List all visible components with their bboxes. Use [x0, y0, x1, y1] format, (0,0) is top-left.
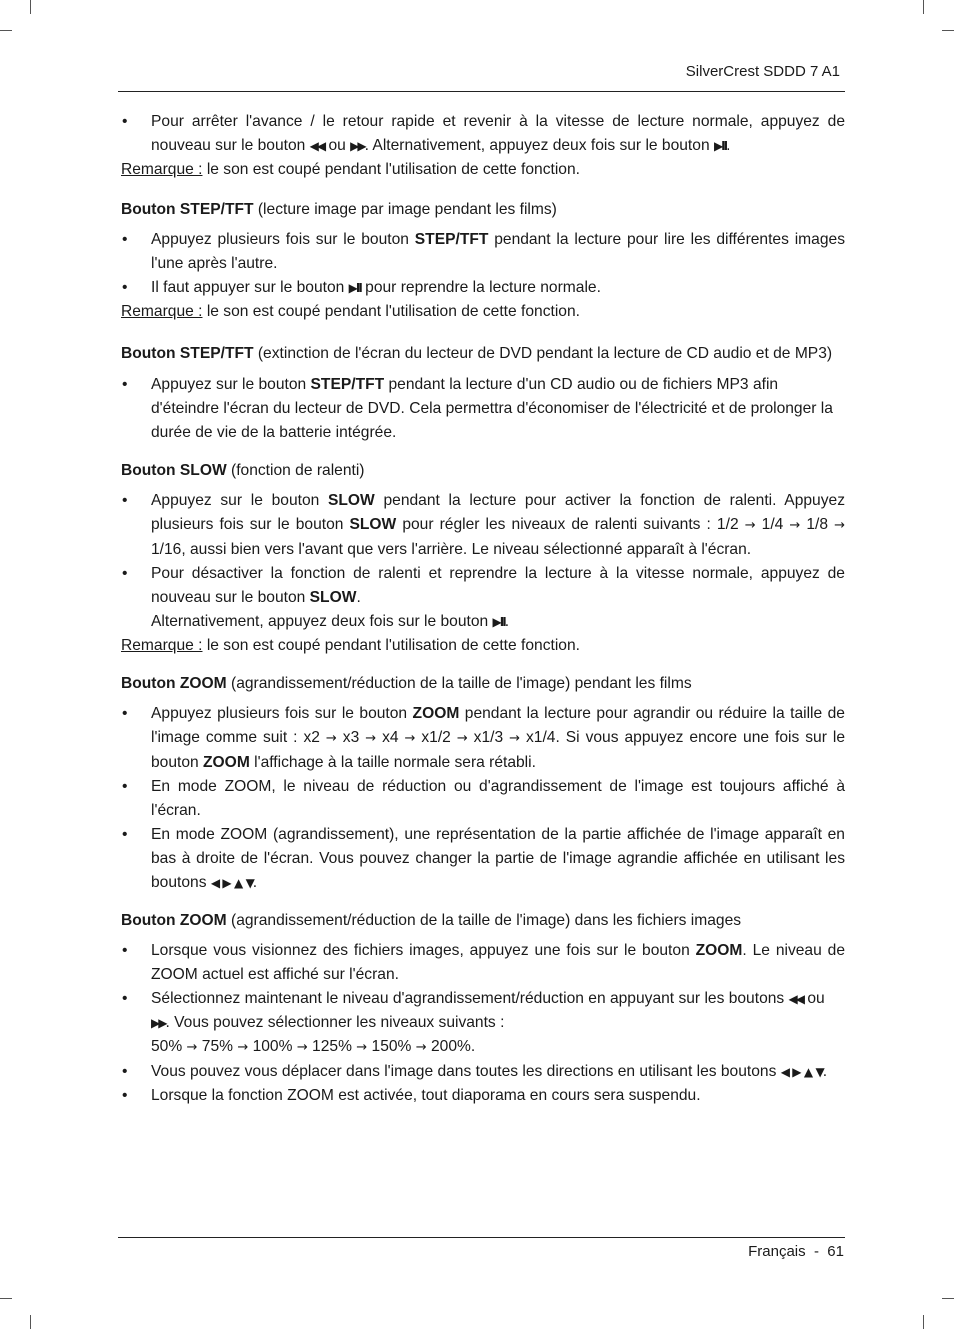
arrow-right-icon: → — [789, 518, 801, 533]
up-arrow-icon: ▲ — [233, 876, 242, 890]
zoom-films-list — [121, 702, 845, 895]
crop-mark — [942, 1298, 954, 1299]
arrow-right-icon: → — [456, 731, 468, 746]
play-pause-icon: ▶II — [492, 615, 505, 629]
down-arrow-icon: ▼ — [815, 1065, 823, 1079]
arrow-right-icon: → — [186, 1040, 198, 1055]
section-title-slow: Bouton SLOW (fonction de ralenti) — [121, 462, 365, 479]
list-item: • Lorsque vous visionnez des fichiers images, appuyez une fois sur le bouton ZOOM. Le niveau de ZOOM actuel est affiché sur l'écran. — [121, 939, 845, 987]
rewind-icon: ◀◀ — [309, 139, 325, 153]
crop-mark — [923, 1315, 924, 1329]
right-arrow-icon: ▶ — [792, 1065, 800, 1079]
section-title-step-tft: Bouton STEP/TFT (extinction de l'écran du lecteur de DVD pendant la lecture de CD audio et de MP3) — [121, 345, 833, 362]
right-arrow-icon: ▶ — [222, 876, 230, 890]
slow-list — [121, 489, 845, 634]
intro-list — [121, 110, 845, 158]
page-content — [121, 110, 845, 1108]
left-arrow-icon: ◀ — [210, 876, 219, 890]
section-title-zoom-films: Bouton ZOOM (agrandissement/réduction de la taille de l'image) pendant les films — [121, 675, 692, 692]
left-arrow-icon: ◀ — [780, 1065, 788, 1079]
list-item: • Appuyez plusieurs fois sur le bouton ZOOM pendant la lecture pour agrandir ou réduire la taille de l'image comme suit : x2 → x3 → x4 → x1/2 → x1/3 → x1/4. Si vous appuyez encore une fois sur le bouton ZOOM l'affichage à la taille normale sera rétabli. — [121, 702, 845, 775]
footer-rule — [118, 1237, 845, 1238]
section-title-zoom-images: Bouton ZOOM (agrandissement/réduction de la taille de l'image) dans les fichiers images — [121, 912, 742, 929]
note: Remarque : le son est coupé pendant l'utilisation de cette fonction. — [121, 303, 580, 320]
step-tft-list — [121, 373, 845, 445]
list-item: • Il faut appuyer sur le bouton ▶II pour reprendre la lecture normale. — [121, 276, 845, 300]
crop-mark — [30, 0, 31, 14]
page-footer: Français - 61 — [748, 1243, 844, 1260]
forward-icon: ▶▶ — [151, 1016, 166, 1030]
arrow-right-icon: → — [365, 731, 377, 746]
note: Remarque : le son est coupé pendant l'utilisation de cette fonction. — [121, 637, 580, 654]
list-item: • Appuyez sur le bouton STEP/TFT pendant la lecture d'un CD audio ou de fichiers MP3 afin d'éteindre l'écran du lecteur de DVD. Cela permettra d'économiser de l'électricité et de prolonger la durée de vie de la batterie intégrée. — [121, 373, 845, 445]
section-title-step: Bouton STEP/TFT (lecture image par image pendant les films) — [121, 201, 557, 218]
crop-mark — [30, 1315, 31, 1329]
play-pause-icon: ▶II — [713, 139, 727, 153]
list-item: • Vous pouvez vous déplacer dans l'image dans toutes les directions en utilisant les boutons ◀ ▶ ▲ ▼. — [121, 1060, 845, 1084]
list-item: • En mode ZOOM (agrandissement), une représentation de la partie affichée de l'image apparaît en bas à droite de l'écran. Vous pouvez changer la partie de l'image agrandie affichée en utilisant les boutons ◀ ▶ ▲ ▼. — [121, 823, 845, 895]
arrow-right-icon: → — [356, 1040, 368, 1055]
list-item: • Pour désactiver la fonction de ralenti et reprendre la lecture à la vitesse normale, appuyez de nouveau sur le bouton SLOW. Alternativement, appuyez deux fois sur le bouton ▶II. — [121, 562, 845, 634]
list-item: • Lorsque la fonction ZOOM est activée, tout diaporama en cours sera suspendu. — [121, 1084, 845, 1108]
list-item: • Pour arrêter l'avance / le retour rapide et revenir à la vitesse de lecture normale, appuyez de nouveau sur le bouton ◀◀ ou ▶▶. Alternativement, appuyez deux fois sur le bouton ▶II. — [121, 110, 845, 158]
zoom-images-list — [121, 939, 845, 1108]
list-item: • Appuyez sur le bouton SLOW pendant la lecture pour activer la fonction de ralenti. Appuyez plusieurs fois sur le bouton SLOW pour régler les niveaux de ralenti suivants : 1/2 → 1/4 → 1/8 → 1/16, aussi bien vers l'avant que vers l'arrière. Le niveau sélectionné apparaît à l'écran. — [121, 489, 845, 562]
play-pause-icon: ▶II — [348, 281, 361, 295]
list-item: • Appuyez plusieurs fois sur le bouton STEP/TFT pendant la lecture pour lire les différentes images l'une après l'autre. — [121, 228, 845, 276]
step-list — [121, 228, 845, 300]
up-arrow-icon: ▲ — [803, 1065, 812, 1079]
crop-mark — [942, 30, 954, 31]
down-arrow-icon: ▼ — [245, 876, 253, 890]
crop-mark — [0, 30, 12, 31]
rewind-icon: ◀◀ — [788, 992, 804, 1006]
arrow-right-icon: → — [237, 1040, 249, 1055]
header-rule — [118, 91, 845, 92]
arrow-right-icon: → — [404, 731, 416, 746]
list-item: • En mode ZOOM, le niveau de réduction ou d'agrandissement de l'image est toujours affiché à l'écran. — [121, 775, 845, 823]
arrow-right-icon: → — [325, 731, 337, 746]
arrow-right-icon: → — [509, 731, 521, 746]
forward-icon: ▶▶ — [350, 139, 365, 153]
list-item: • Sélectionnez maintenant le niveau d'agrandissement/réduction en appuyant sur les boutons ◀◀ ou ▶▶. Vous pouvez sélectionner les niveaux suivants : 50% → 75% → 100% → 125% → 150% → 200%. — [121, 987, 845, 1060]
crop-mark — [0, 1298, 12, 1299]
crop-mark — [923, 0, 924, 14]
arrow-right-icon: → — [744, 518, 756, 533]
arrow-right-icon: → — [415, 1040, 427, 1055]
arrow-right-icon: → — [834, 518, 846, 533]
page-header: SilverCrest SDDD 7 A1 — [685, 63, 840, 80]
arrow-right-icon: → — [296, 1040, 308, 1055]
note: Remarque : le son est coupé pendant l'utilisation de cette fonction. — [121, 161, 580, 178]
